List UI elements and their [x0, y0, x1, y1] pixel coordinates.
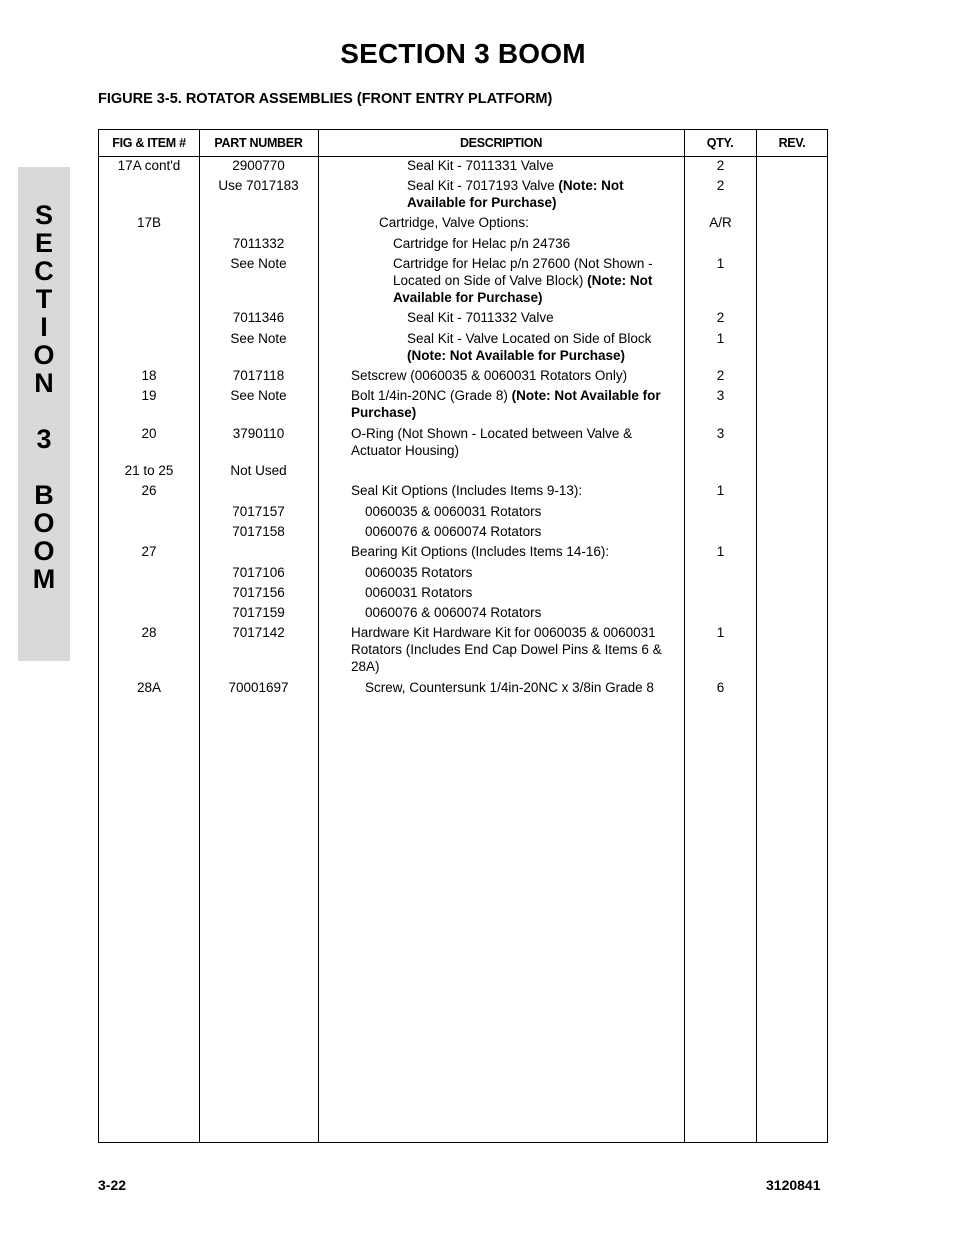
description-note: (Note: Not Available for Purchase) — [407, 348, 626, 363]
description-cell: Setscrew (0060035 & 0060031 Rotators Only) — [351, 368, 628, 383]
qty-cell: 1 — [716, 331, 725, 346]
item-cell: 26 — [141, 483, 157, 498]
part-number-cell: 2900770 — [232, 158, 285, 173]
part-number-cell: 7011332 — [232, 236, 285, 251]
description-text: 28A) — [351, 659, 380, 674]
description-cell: Screw, Countersunk 1/4in-20NC x 3/8in Grade 8 — [365, 680, 654, 695]
description-text: O-Ring (Not Shown - Located between Valve & — [351, 426, 633, 441]
description-text: Cartridge for Helac p/n 27600 (Not Shown - — [393, 256, 653, 271]
description-cell: Seal Kit - 7011332 Valve — [407, 310, 554, 325]
parts-table — [98, 129, 828, 1143]
part-number-cell: 70001697 — [228, 680, 289, 695]
description-cell — [351, 425, 673, 459]
description-text: Rotators (Includes End Cap Dowel Pins & Items 6 & — [351, 642, 662, 657]
header-description: DESCRIPTION — [459, 136, 543, 150]
description-text: Hardware Kit Hardware Kit for 0060035 & 0060031 — [351, 625, 656, 640]
description-cell — [407, 330, 673, 364]
side-tab-letter: I — [40, 312, 48, 342]
header-item: FIG & ITEM # — [112, 136, 186, 150]
qty-cell: 3 — [716, 388, 725, 403]
qty-cell: 6 — [716, 680, 725, 695]
qty-cell: 2 — [716, 178, 725, 193]
item-cell: 28 — [141, 625, 157, 640]
figure-title: FIGURE 3-5. ROTATOR ASSEMBLIES (FRONT ENTRY PLATFORM) — [98, 91, 553, 107]
side-tab-letter: N — [34, 368, 54, 398]
header-part-number: PART NUMBER — [214, 136, 303, 150]
description-cell — [351, 624, 673, 675]
side-tab-letter: S — [34, 200, 53, 230]
description-text: Actuator Housing) — [351, 443, 460, 458]
description-cell: Cartridge, Valve Options: — [379, 215, 529, 230]
item-cell: 21 to 25 — [124, 463, 174, 478]
side-tab-letter: B — [34, 480, 54, 510]
item-cell: 18 — [141, 368, 157, 383]
description-cell: 0060035 & 0060031 Rotators — [365, 504, 542, 519]
part-number-cell: 7017159 — [232, 605, 285, 620]
page-number: 3-22 — [98, 1177, 127, 1193]
part-number-cell: 7017142 — [232, 625, 285, 640]
description-note: (Note: Not — [558, 178, 624, 193]
description-note: (Note: Not Available for — [511, 388, 661, 403]
qty-cell: 1 — [716, 544, 725, 559]
side-tab-letter: O — [33, 508, 55, 538]
part-number-cell: 3790110 — [232, 426, 285, 441]
description-text: Seal Kit - 7017193 Valve — [407, 178, 559, 193]
part-number-cell: 7017118 — [232, 368, 285, 383]
description-cell: Bearing Kit Options (Includes Items 14-16): — [351, 544, 610, 559]
document-number: 3120841 — [766, 1177, 821, 1193]
item-cell: 20 — [141, 426, 157, 441]
side-tab-letter: O — [33, 340, 55, 370]
item-cell: 17B — [136, 215, 162, 230]
part-number-cell: See Note — [230, 256, 287, 271]
item-cell: 17A cont'd — [117, 158, 181, 173]
qty-cell: 3 — [716, 426, 725, 441]
description-cell: 0060076 & 0060074 Rotators — [365, 524, 542, 539]
part-number-cell: Use 7017183 — [218, 178, 299, 193]
description-note: Purchase) — [351, 405, 417, 420]
header-rev: REV. — [778, 136, 806, 150]
description-text: Located on Side of Valve Block) — [393, 273, 588, 288]
column-divider — [756, 130, 757, 1142]
section-side-tab — [18, 167, 70, 661]
qty-cell: 2 — [716, 368, 725, 383]
part-number-cell: 7017157 — [232, 504, 285, 519]
qty-cell: 1 — [716, 256, 725, 271]
side-tab-letter: T — [35, 284, 53, 314]
part-number-cell: 7011346 — [232, 310, 285, 325]
part-number-cell: 7017156 — [232, 585, 285, 600]
description-cell: 0060031 Rotators — [365, 585, 473, 600]
description-note: (Note: Not — [587, 273, 653, 288]
qty-cell: 2 — [716, 310, 725, 325]
qty-cell: 2 — [716, 158, 725, 173]
side-tab-letter: E — [34, 228, 53, 258]
description-cell: Seal Kit - 7011331 Valve — [407, 158, 554, 173]
section-title: SECTION 3 BOOM — [340, 38, 586, 69]
side-tab-letter: 3 — [36, 424, 52, 454]
qty-cell: 1 — [716, 483, 725, 498]
description-cell: Seal Kit Options (Includes Items 9-13): — [351, 483, 583, 498]
description-cell — [407, 177, 673, 211]
part-number-cell: Not Used — [230, 463, 287, 478]
description-text: Seal Kit - Valve Located on Side of Block — [407, 331, 652, 346]
item-cell: 28A — [136, 680, 162, 695]
column-divider — [318, 130, 319, 1142]
description-cell: 0060076 & 0060074 Rotators — [365, 605, 542, 620]
part-number-cell: 7017158 — [232, 524, 285, 539]
description-cell: Cartridge for Helac p/n 24736 — [393, 236, 571, 251]
qty-cell: A/R — [709, 215, 732, 230]
part-number-cell: See Note — [230, 331, 287, 346]
side-tab-letter: C — [34, 256, 54, 286]
part-number-cell: See Note — [230, 388, 287, 403]
side-tab-letter: M — [32, 564, 56, 594]
part-number-cell: 7017106 — [232, 565, 285, 580]
side-tab-letter: O — [33, 536, 55, 566]
item-cell: 19 — [141, 388, 157, 403]
description-cell — [393, 255, 673, 306]
description-text: Bolt 1/4in-20NC (Grade 8) — [351, 388, 512, 403]
description-cell: 0060035 Rotators — [365, 565, 473, 580]
item-cell: 27 — [141, 544, 157, 559]
description-note: Available for Purchase) — [393, 290, 543, 305]
header-qty: QTY. — [706, 136, 734, 150]
qty-cell: 1 — [716, 625, 725, 640]
description-note: Available for Purchase) — [407, 195, 557, 210]
description-cell — [351, 387, 673, 421]
